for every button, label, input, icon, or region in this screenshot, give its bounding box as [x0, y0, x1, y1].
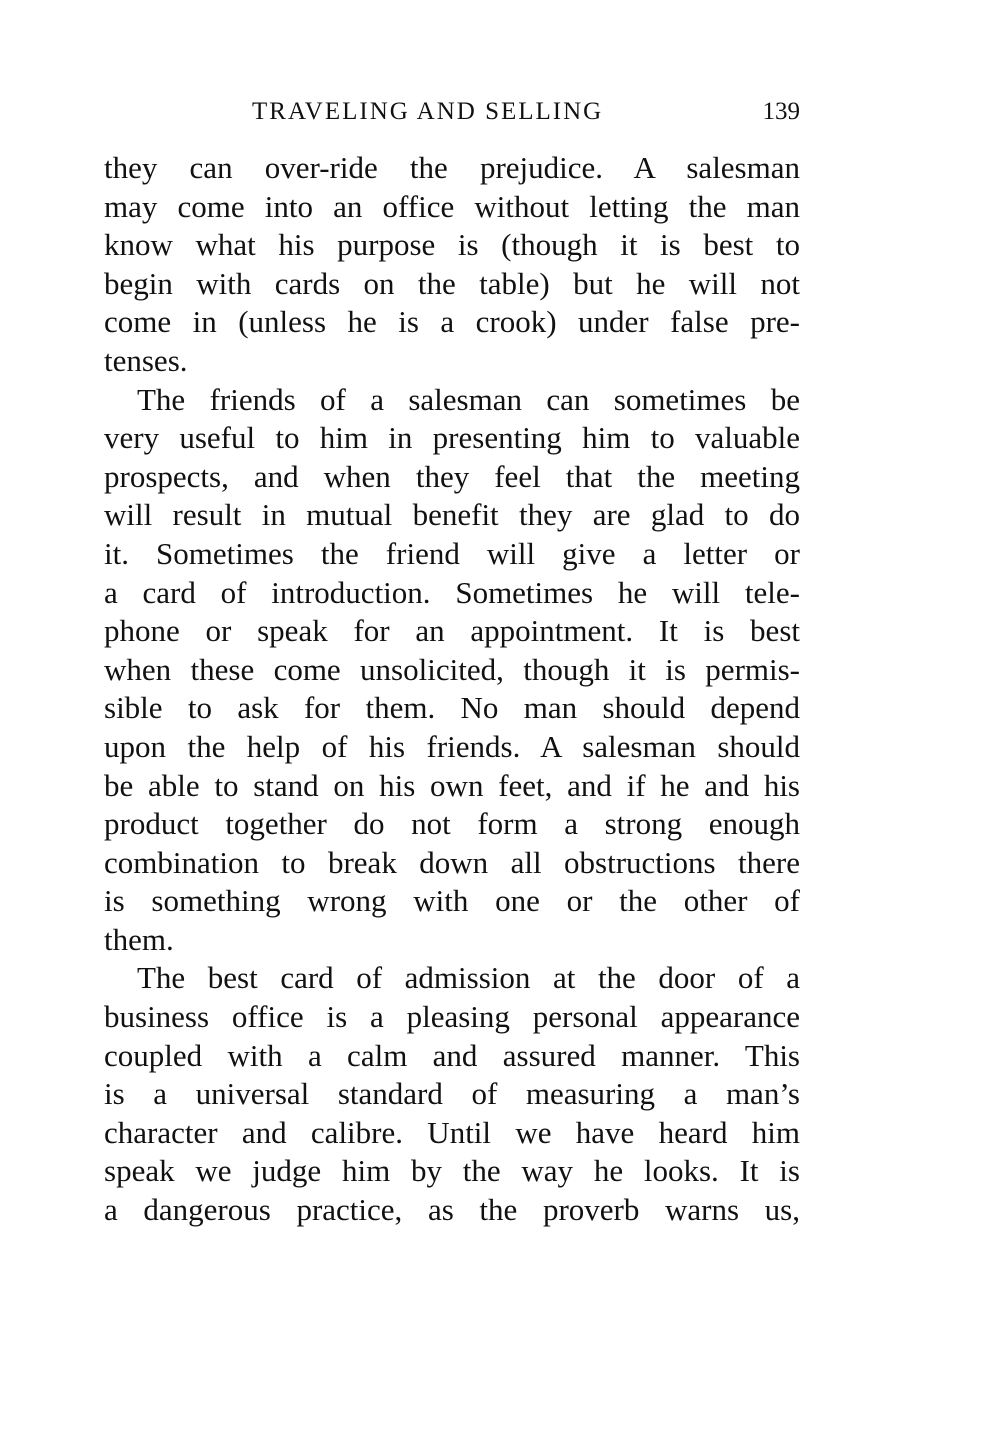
text-line: a card of introduction. Sometimes he will tele-	[104, 574, 800, 610]
text-line: be able to stand on his own feet, and if he and his	[104, 767, 800, 803]
text-line: product together do not form a strong enough	[104, 806, 800, 842]
paragraph-1	[104, 149, 800, 381]
text-line: it. Sometimes the friend will give a letter or	[104, 535, 800, 571]
text-line: coupled with a calm and assured manner. This	[104, 1037, 800, 1073]
text-line: is a universal standard of measuring a man’s	[104, 1076, 800, 1112]
text-line: is something wrong with one or the other of	[104, 883, 800, 919]
paragraph-2	[104, 381, 800, 960]
text-line: business office is a pleasing personal appearance	[104, 999, 800, 1035]
text-line: begin with cards on the table) but he will not	[104, 265, 800, 301]
text-line: a dangerous practice, as the proverb warns us,	[104, 1192, 800, 1228]
text-line: tenses.	[104, 342, 188, 378]
text-line: come in (unless he is a crook) under false pre-	[104, 304, 800, 340]
paragraph-3	[104, 959, 800, 1229]
text-line: when these come unsolicited, though it is permis-	[104, 651, 800, 687]
page-number: 139	[762, 98, 800, 125]
body-text	[104, 149, 800, 1230]
text-line: combination to break down all obstructions there	[104, 844, 800, 880]
running-title: TRAVELING AND SELLING	[252, 98, 604, 125]
text-line: very useful to him in presenting him to valuable	[104, 420, 800, 456]
running-head	[104, 92, 800, 132]
text-line: sible to ask for them. No man should depend	[104, 690, 800, 726]
text-line: know what his purpose is (though it is best to	[104, 227, 800, 263]
text-line: they can over-ride the prejudice. A salesman	[104, 150, 800, 185]
text-line: will result in mutual benefit they are glad to do	[104, 497, 800, 533]
text-line: The best card of admission at the door of a	[137, 960, 800, 996]
text-line: may come into an office without letting the man	[104, 188, 800, 224]
text-line: The friends of a salesman can sometimes be	[137, 381, 800, 417]
text-line: upon the help of his friends. A salesman should	[104, 728, 800, 764]
text-line: character and calibre. Until we have heard him	[104, 1114, 800, 1150]
text-line: phone or speak for an appointment. It is best	[104, 613, 800, 649]
text-line: them.	[104, 921, 174, 957]
text-line: speak we judge him by the way he looks. It is	[104, 1153, 800, 1189]
text-line: prospects, and when they feel that the meeting	[104, 458, 800, 494]
